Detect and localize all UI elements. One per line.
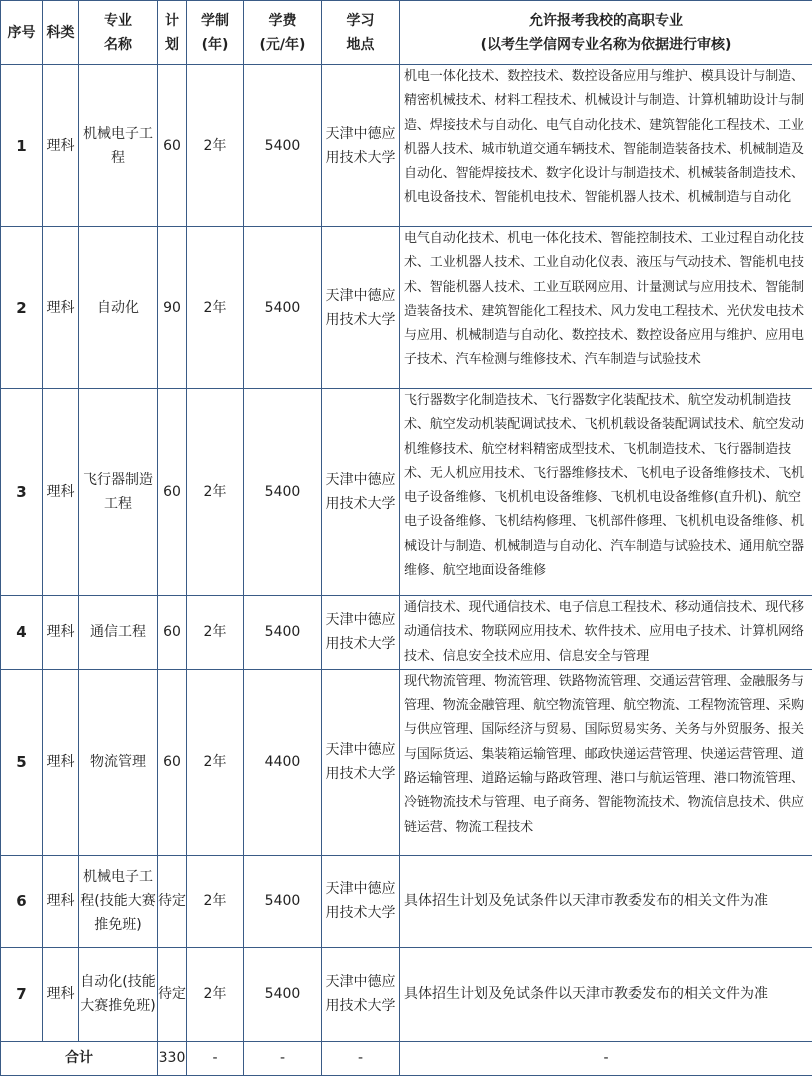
row-duration: 2年 bbox=[187, 855, 244, 947]
row-major: 机械电子工程 bbox=[79, 65, 158, 227]
header-allowed bbox=[400, 1, 812, 65]
header-location-line1: 学习 bbox=[322, 9, 399, 33]
row-major: 通信工程 bbox=[79, 596, 158, 670]
row-allowed-note: 具体招生计划及免试条件以天津市教委发布的相关文件为准 bbox=[400, 855, 812, 947]
row-category: 理科 bbox=[43, 227, 79, 389]
row-fee: 5400 bbox=[244, 389, 322, 596]
row-location: 天津中德应用技术大学 bbox=[322, 855, 400, 947]
total-allowed: - bbox=[400, 1041, 812, 1075]
header-fee-line2: (元/年) bbox=[244, 33, 321, 57]
table-row bbox=[1, 227, 812, 389]
row-seq: 2 bbox=[1, 227, 43, 389]
row-location: 天津中德应用技术大学 bbox=[322, 227, 400, 389]
header-major-line1: 专业 bbox=[79, 9, 157, 33]
row-location: 天津中德应用技术大学 bbox=[322, 947, 400, 1041]
row-duration: 2年 bbox=[187, 65, 244, 227]
row-fee: 5400 bbox=[244, 227, 322, 389]
table-row bbox=[1, 669, 812, 855]
row-duration: 2年 bbox=[187, 669, 244, 855]
header-plan-line2: 划 bbox=[158, 33, 186, 57]
row-category: 理科 bbox=[43, 947, 79, 1041]
header-duration-line1: 学制 bbox=[187, 9, 243, 33]
row-fee: 4400 bbox=[244, 669, 322, 855]
row-seq: 3 bbox=[1, 389, 43, 596]
row-location: 天津中德应用技术大学 bbox=[322, 669, 400, 855]
row-location: 天津中德应用技术大学 bbox=[322, 65, 400, 227]
row-allowed-majors: 电气自动化技术、机电一体化技术、智能控制技术、工业过程自动化技术、工业机器人技术、工业自动化仪表、液压与气动技术、智能机电技术、智能机器人技术、工业互联网应用、计量测试与应用技术、智能制造装备技术、建筑智能化工程技术、风力发电工程技术、光伏发电技术与应用、机械制造与自动化、数控技术、数控设备应用与维护、应用电子技术、汽车检测与维修技术、汽车制造与试验技术 bbox=[400, 227, 812, 389]
row-allowed-note: 具体招生计划及免试条件以天津市教委发布的相关文件为准 bbox=[400, 947, 812, 1041]
row-location: 天津中德应用技术大学 bbox=[322, 389, 400, 596]
row-duration: 2年 bbox=[187, 596, 244, 670]
row-major: 物流管理 bbox=[79, 669, 158, 855]
row-category: 理科 bbox=[43, 389, 79, 596]
table-row bbox=[1, 947, 812, 1041]
header-location-line2: 地点 bbox=[322, 33, 399, 57]
row-fee: 5400 bbox=[244, 65, 322, 227]
row-duration: 2年 bbox=[187, 389, 244, 596]
table-row bbox=[1, 65, 812, 227]
row-major: 飞行器制造工程 bbox=[79, 389, 158, 596]
row-plan: 90 bbox=[158, 227, 187, 389]
total-label: 合计 bbox=[1, 1041, 158, 1075]
row-fee: 5400 bbox=[244, 947, 322, 1041]
header-seq: 序号 bbox=[1, 1, 43, 65]
row-seq: 7 bbox=[1, 947, 43, 1041]
row-allowed-majors: 通信技术、现代通信技术、电子信息工程技术、移动通信技术、现代移动通信技术、物联网应用技术、软件技术、应用电子技术、计算机网络技术、信息安全技术应用、信息安全与管理 bbox=[400, 596, 812, 670]
row-category: 理科 bbox=[43, 855, 79, 947]
header-duration bbox=[187, 1, 244, 65]
header-duration-line2: (年) bbox=[187, 33, 243, 57]
row-plan: 60 bbox=[158, 596, 187, 670]
header-fee bbox=[244, 1, 322, 65]
total-location: - bbox=[322, 1041, 400, 1075]
total-fee: - bbox=[244, 1041, 322, 1075]
row-allowed-majors: 飞行器数字化制造技术、飞行器数字化装配技术、航空发动机制造技术、航空发动机装配调试技术、飞机机载设备装配调试技术、航空发动机维修技术、航空材料精密成型技术、飞机制造技术、飞行器制造技术、无人机应用技术、飞行器维修技术、飞机电子设备维修技术、飞机电子设备维修、飞机机电设备维修、飞机机电设备维修(直升机)、航空电子设备维修、飞机结构修理、飞机部件修理、飞机机电设备维修、机械设计与制造、机械制造与自动化、汽车制造与试验技术、通用航空器维修、航空地面设备维修 bbox=[400, 389, 812, 596]
row-category: 理科 bbox=[43, 596, 79, 670]
row-duration: 2年 bbox=[187, 227, 244, 389]
header-category: 科类 bbox=[43, 1, 79, 65]
table-row bbox=[1, 596, 812, 670]
total-row bbox=[1, 1041, 812, 1075]
header-plan bbox=[158, 1, 187, 65]
row-fee: 5400 bbox=[244, 855, 322, 947]
row-plan: 60 bbox=[158, 669, 187, 855]
table-row bbox=[1, 855, 812, 947]
row-duration: 2年 bbox=[187, 947, 244, 1041]
header-row bbox=[1, 1, 812, 65]
row-major: 自动化(技能大赛推免班) bbox=[79, 947, 158, 1041]
row-plan: 待定 bbox=[158, 855, 187, 947]
row-seq: 6 bbox=[1, 855, 43, 947]
header-major-line2: 名称 bbox=[79, 33, 157, 57]
header-location bbox=[322, 1, 400, 65]
row-major: 自动化 bbox=[79, 227, 158, 389]
row-seq: 5 bbox=[1, 669, 43, 855]
row-allowed-majors: 机电一体化技术、数控技术、数控设备应用与维护、模具设计与制造、精密机械技术、材料工程技术、机械设计与制造、计算机辅助设计与制造、焊接技术与自动化、电气自动化技术、建筑智能化工程技术、工业机器人技术、城市轨道交通车辆技术、智能制造装备技术、机械制造及自动化、智能焊接技术、数字化设计与制造技术、机械装备制造技术、机电设备技术、智能机电技术、智能机器人技术、机械制造与自动化 bbox=[400, 65, 812, 227]
header-fee-line1: 学费 bbox=[244, 9, 321, 33]
row-location: 天津中德应用技术大学 bbox=[322, 596, 400, 670]
table-row bbox=[1, 389, 812, 596]
row-allowed-majors: 现代物流管理、物流管理、铁路物流管理、交通运营管理、金融服务与管理、物流金融管理、航空物流管理、航空物流、工程物流管理、采购与供应管理、国际经济与贸易、国际贸易实务、关务与外贸服务、报关与国际货运、集装箱运输管理、邮政快递运营管理、快递运营管理、道路运输管理、道路运输与路政管理、港口与航运管理、港口物流管理、冷链物流技术与管理、电子商务、智能物流技术、物流信息技术、供应链运营、物流工程技术 bbox=[400, 669, 812, 855]
row-fee: 5400 bbox=[244, 596, 322, 670]
header-allowed-line2: (以考生学信网专业名称为依据进行审核) bbox=[400, 33, 812, 57]
row-seq: 4 bbox=[1, 596, 43, 670]
row-plan: 60 bbox=[158, 65, 187, 227]
row-plan: 60 bbox=[158, 389, 187, 596]
header-plan-line1: 计 bbox=[158, 9, 186, 33]
header-major bbox=[79, 1, 158, 65]
row-seq: 1 bbox=[1, 65, 43, 227]
row-plan: 待定 bbox=[158, 947, 187, 1041]
row-major: 机械电子工程(技能大赛推免班) bbox=[79, 855, 158, 947]
total-plan: 330 bbox=[158, 1041, 187, 1075]
row-category: 理科 bbox=[43, 65, 79, 227]
header-allowed-line1: 允许报考我校的高职专业 bbox=[400, 9, 812, 33]
row-category: 理科 bbox=[43, 669, 79, 855]
total-duration: - bbox=[187, 1041, 244, 1075]
